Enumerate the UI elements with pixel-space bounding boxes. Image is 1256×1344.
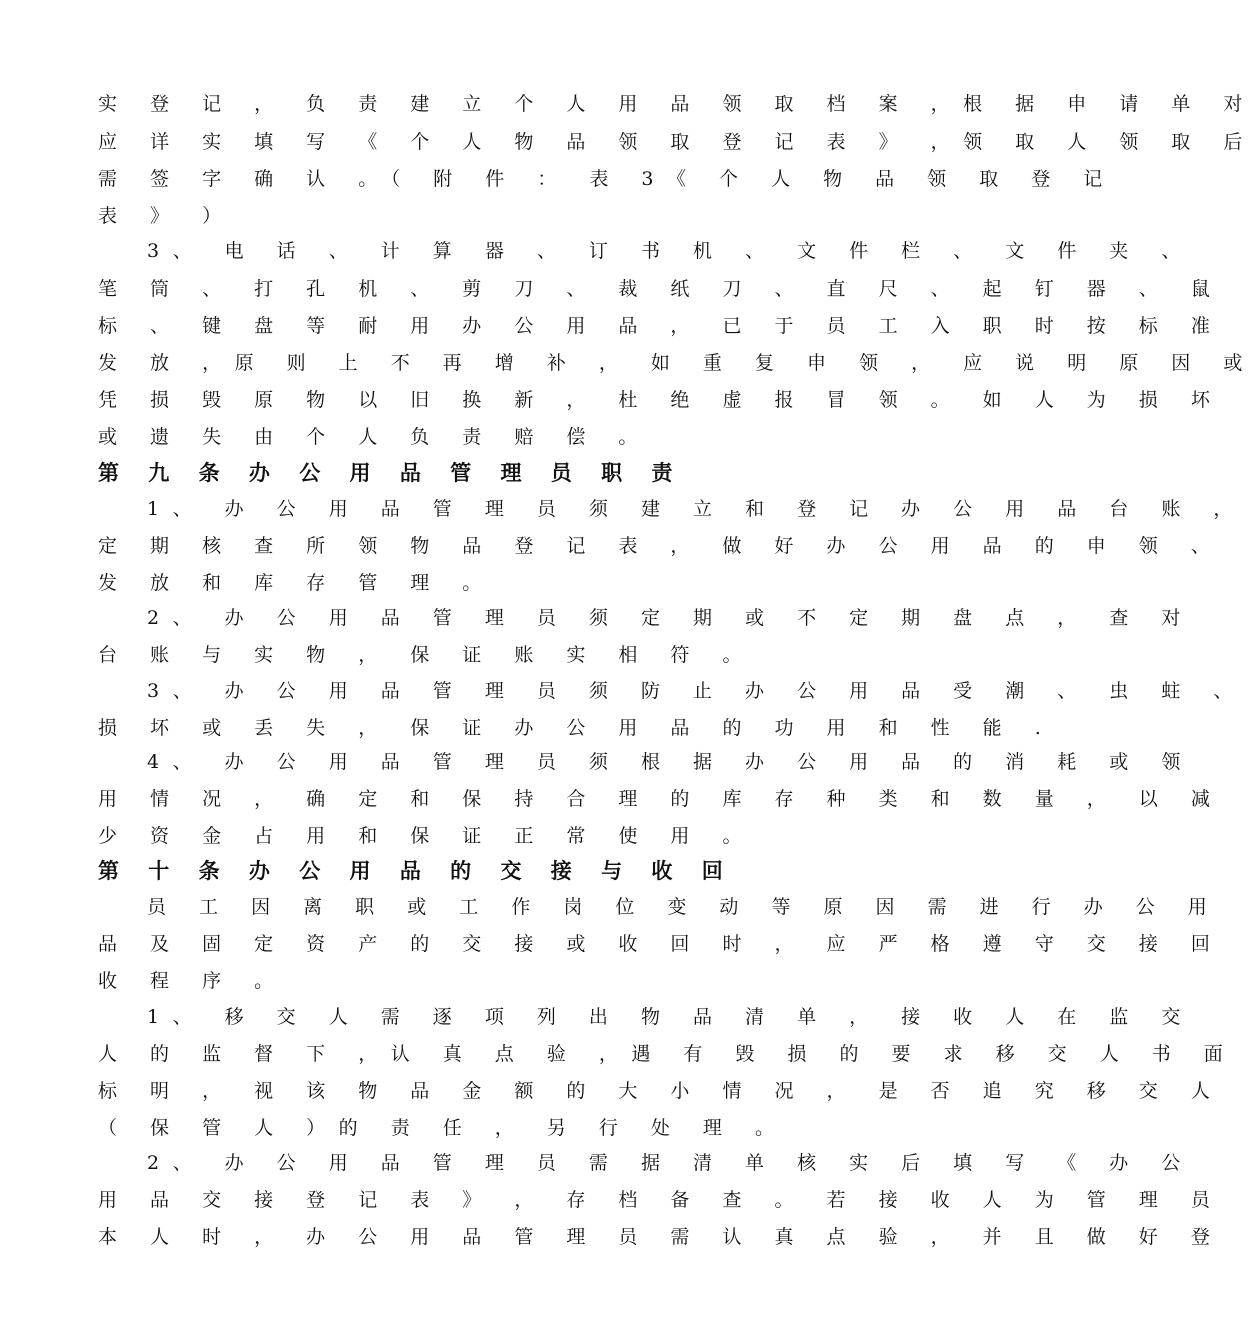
body-text-line: 应 详 实 填 写 《 个 人 物 品 领 取 登 记 表 》 ，领 取 人 领 取 后 [98,131,1256,153]
body-text-line: 用 情 况 ， 确 定 和 保 持 合 理 的 库 存 种 类 和 数 量 ， 以 减 [98,788,1224,810]
body-text-line: 损 坏 或 丢 失 ， 保 证 办 公 用 品 的 功 用 和 性 能 . [98,717,1055,739]
body-text-line: （ 保 管 人 ）的 责 任 ， 另 行 处 理 。 [98,1117,788,1139]
body-text-line: 实 登 记 ， 负 责 建 立 个 人 用 品 领 取 档 案 ，根 据 申 请 单 对 [98,93,1256,115]
body-text-line: 1、 办 公 用 品 管 理 员 须 建 立 和 登 记 办 公 用 品 台 账 ， [147,498,1246,520]
body-text-line: 台 账 与 实 物 ， 保 证 账 实 相 符 。 [98,644,755,666]
section-heading-article-9: 第 九 条 办 公 用 品 管 理 员 职 责 [98,460,684,485]
body-text-line: 品 及 固 定 资 产 的 交 接 或 收 回 时 ， 应 严 格 遵 守 交 接 回 [98,933,1224,955]
body-text-line: 或 遗 失 由 个 人 负 责 赔 偿 。 [98,426,651,448]
body-text-line: 凭 损 毁 原 物 以 旧 换 新 ， 杜 绝 虚 报 冒 领 。 如 人 为 损 坏 [98,389,1224,411]
body-text-line: 2、 办 公 用 品 管 理 员 须 定 期 或 不 定 期 盘 点 ， 查 对 [147,607,1194,629]
body-text-line: 标 、 键 盘 等 耐 用 办 公 用 品 ， 已 于 员 工 入 职 时 按 标 准 [98,315,1224,337]
body-text-line: 3、 电 话 、 计 算 器 、 订 书 机 、 文 件 栏 、 文 件 夹 、 [147,240,1194,262]
body-text-line: 发 放 和 库 存 管 理 。 [98,572,495,594]
body-text-line: 员 工 因 离 职 或 工 作 岗 位 变 动 等 原 因 需 进 行 办 公 用 [147,896,1221,918]
body-text-line: 需 签 字 确 认 。（ 附 件 ： 表 3《 个 人 物 品 领 取 登 记 [98,168,1116,190]
body-text-line: 收 程 序 。 [98,970,287,992]
body-text-line: 1、 移 交 人 需 逐 项 列 出 物 品 清 单 ， 接 收 人 在 监 交 [147,1006,1194,1028]
body-text-line: 用 品 交 接 登 记 表 》 ， 存 档 备 查 。 若 接 收 人 为 管 理 员 [98,1189,1224,1211]
body-text-line: 发 放 ，原 则 上 不 再 增 补 ， 如 重 复 申 领 ， 应 说 明 原 因 或 [98,352,1256,374]
body-text-line: 本 人 时 ， 办 公 用 品 管 理 员 需 认 真 点 验 ， 并 且 做 好 登 [98,1226,1224,1248]
body-text-line: 定 期 核 查 所 领 物 品 登 记 表 ， 做 好 办 公 用 品 的 申 领 、 [98,535,1224,557]
body-text-line: 2、 办 公 用 品 管 理 员 需 据 清 单 核 实 后 填 写 《 办 公 [147,1152,1194,1174]
body-text-line: 少 资 金 占 用 和 保 证 正 常 使 用 。 [98,825,755,847]
body-text-line: 标 明 ， 视 该 物 品 金 额 的 大 小 情 况 ， 是 否 追 究 移 交 人 [98,1080,1224,1102]
body-text-line: 人 的 监 督 下 ，认 真 点 验 ，遇 有 毁 损 的 要 求 移 交 人 书 面 [98,1043,1237,1065]
section-heading-article-10: 第 十 条 办 公 用 品 的 交 接 与 收 回 [98,858,734,883]
body-text-line: 笔 筒 、 打 孔 机 、 剪 刀 、 裁 纸 刀 、 直 尺 、 起 钉 器 、 鼠 [98,278,1224,300]
body-text-line: 3、 办 公 用 品 管 理 员 须 防 止 办 公 用 品 受 潮 、 虫 蛀 、 [147,680,1246,702]
body-text-line: 4、 办 公 用 品 管 理 员 须 根 据 办 公 用 品 的 消 耗 或 领 [147,751,1194,773]
body-text-line: 表 》 ） [98,205,235,227]
